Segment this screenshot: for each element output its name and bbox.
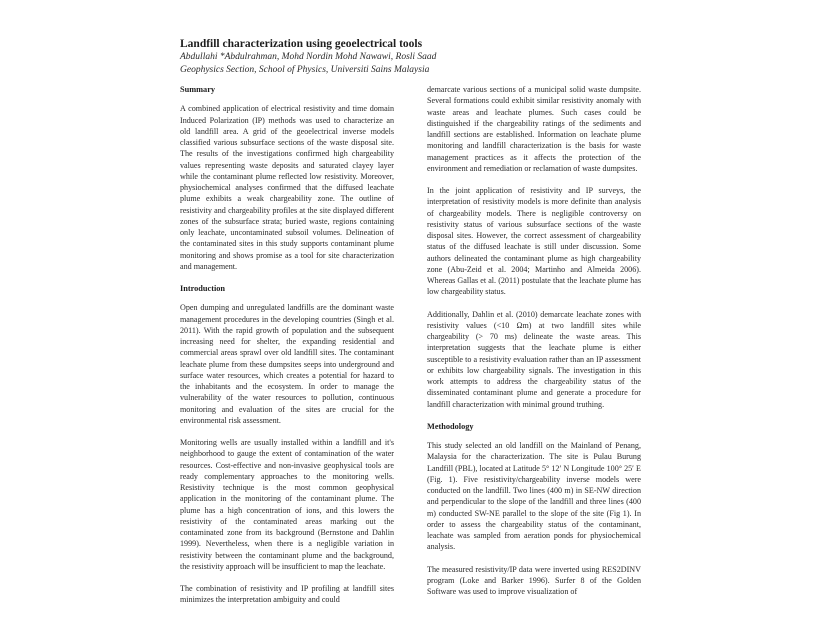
- intro-paragraph-3: The combination of resistivity and IP profiling at landfill sites minimizes the interpretation ambiguity and could: [180, 584, 394, 605]
- right-paragraph-2: In the joint application of resistivity and IP surveys, the interpretation of resistivity models is more definite than analysis of chargeability models. There is negligible controversy on resistivity status of various subsurface sections of the waste disposal sites. However, the correct assessment of chargeability status of the diffused leachate is still under discussion. Some authors delineated the contaminant plume as high chargeability zone (Abu-Zeid et al. 2004; Martinho and Almeida 2006). Whereas Gallas et al. (2011) postulate that the leachate plume has low chargeability status.: [427, 186, 641, 297]
- right-paragraph-3: Additionally, Dahlin et al. (2010) demarcate leachate zones with resistivity values (<10 Ωm) at two landfill sites while chargeability (> 70 ms) delineate the waste areas. This interpretation suggests that the leachate plume is either susceptible to a resistivity evaluation rather than an IP assessment or exhibits low chargeability signals. The investigation in this work attempts to address the chargeability status of the disseminated contaminant plume and generate a procedure for landfill characterization with minimal ground truthing.: [427, 309, 641, 409]
- right-paragraph-1: demarcate various sections of a municipal solid waste dumpsite. Several formations could exhibit similar resistivity anomaly with waste areas and leachate plumes. Such cases could be distinguished if the chargeability ratings of the sediments and landfill sections are established. Information on leachate plume monitoring and landfill characterization is the basis for waste management practices as it affects the protection of the environment and remediation or reclamation of waste dumpsites.: [427, 85, 641, 173]
- introduction-heading: Introduction: [180, 284, 226, 293]
- affiliation: Geophysics Section, School of Physics, Universiti Sains Malaysia: [180, 65, 430, 75]
- intro-paragraph-1: Open dumping and unregulated landfills are the dominant waste management procedures in the developing countries (Singh et al. 2011). With the rapid growth of population and the subsequent increasing need for shelter, the expanding residential and commercial areas sprawl over old landfill sites. The contaminant leachate plume from these dumpsites seeps into underground and surface water resources, which creates a potential for hazard to the inhabitants and the ecosystem. In order to manage the vulnerability of the water resources to pollution, continuous monitoring and evaluation of the sites are crucial for the environmental risk assessment.: [180, 303, 394, 425]
- summary-paragraph: A combined application of electrical resistivity and time domain Induced Polarization (IP) methods was used to characterize an old landfill area. A grid of the geoelectrical inverse models classified various subsurface sections of the waste disposal site. The results of the investigations confirmed high chargeability values representing waste deposits and saturated clayey layer while the contaminant plume reflected low resistivity. Moreover, physiochemical analyses confirmed that the diffused leachate plume exhibits a weak chargeability zone. The outline of resistivity and chargeability profiles at the site displayed different zones of the subsurface strata; buried waste, regions containing only leachate, uncontaminated subsoil volumes. Delineation of the contaminated sites in this study supports contaminant plume monitoring and shows promise as a tool for site characterization and management.: [180, 104, 394, 271]
- right-column: [427, 84, 641, 608]
- author-list: Abdullahi *Abdulrahman, Mohd Nordin Mohd Nawawi, Rosli Saad: [180, 52, 437, 62]
- intro-paragraph-2: Monitoring wells are usually installed within a landfill and it's neighborhood to gauge the extent of contamination of the water resources. Cost-effective and non-invasive geophysical tools are ready complementary approaches to the monitoring wells. Resistivity technique is the most common geophysical application in the monitoring of the contaminant plume. The plume has a high concentration of ions, and this lowers the resistivity of the contaminated areas marking out the contaminated zone from its background (Bernstone and Dahlin 1999). Nevertheless, when there is a negligible variation in resistivity between the contaminant plume and the background, the resistivity approach will be insufficient to map the leachate.: [180, 438, 394, 571]
- paper-title: Landfill characterization using geoelectrical tools: [180, 38, 423, 50]
- method-paragraph-2: The measured resistivity/IP data were inverted using RES2DINV program (Loke and Barker 1996). Surfer 8 of the Golden Software was used to improve visualization of: [427, 564, 641, 596]
- paper-header: [180, 38, 650, 77]
- summary-heading: Summary: [180, 85, 216, 94]
- left-column: [180, 84, 394, 617]
- method-paragraph-1: This study selected an old landfill on the Mainland of Penang, Malaysia for the characterization. The site is Pulau Burung Landfill (PBL), located at Latitude 5° 12′ N Longitude 100° 25′ E (Fig. 1). Five resistivity/chargeability inverse models were conducted on the landfill. Two lines (400 m) in SE-NW direction and perpendicular to the slope of the landfill and three lines (400 m) conducted SW-NE parallel to the slope of the site (Fig 1). In order to assess the chargeability status of the contaminant, leachate was sampled from aeration ponds for physiochemical analysis.: [427, 441, 641, 552]
- methodology-heading: Methodology: [427, 421, 474, 431]
